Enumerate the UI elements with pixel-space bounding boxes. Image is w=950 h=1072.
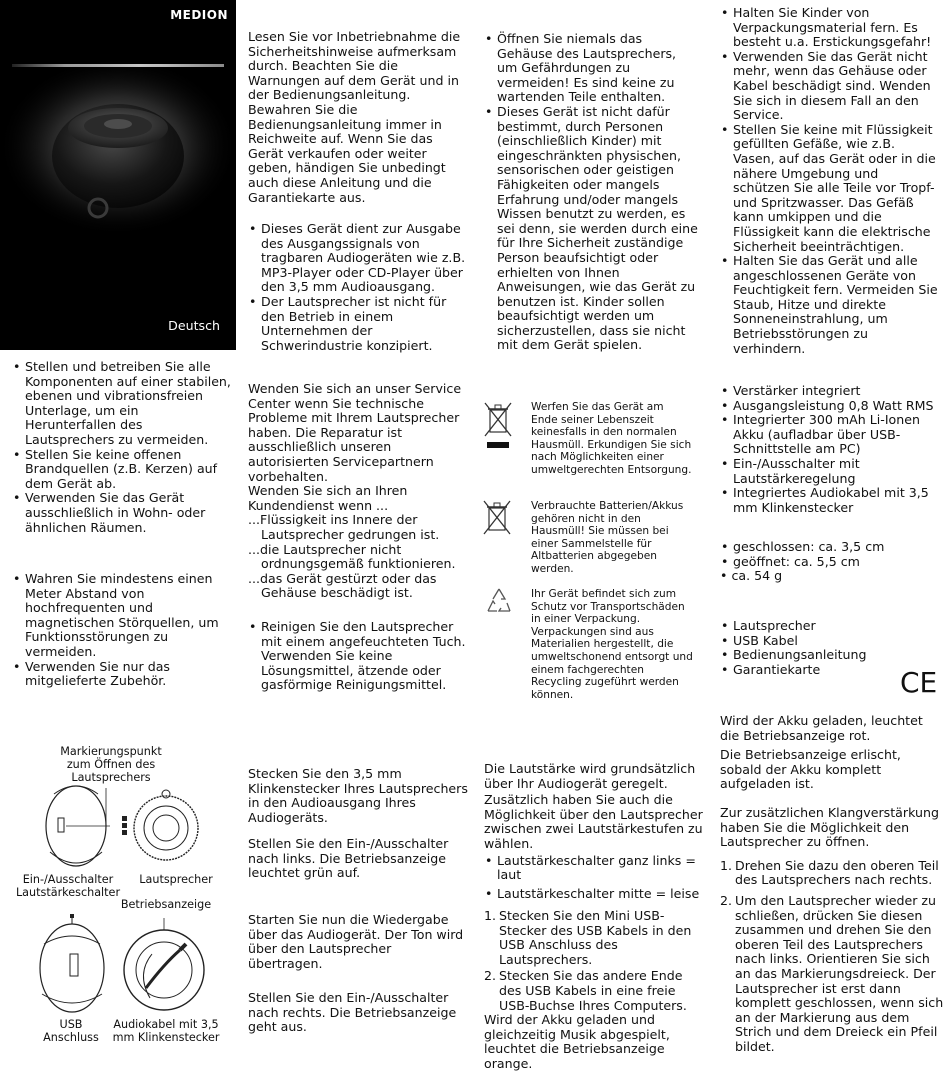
brand-logo: MEDION	[170, 8, 228, 22]
list-item: • Garantiekarte	[720, 663, 944, 678]
service-text: Wenden Sie sich an unser Service Center wenn Sie technische Probleme mit Ihrem Lautsprecher haben. Die Reparatur ist ausschließlich unseren autorisierten Servicepartnern vorbehalten.	[248, 381, 462, 484]
playback-step	[248, 913, 468, 971]
step-text: Stecken Sie den Mini USB-Stecker des USB Kabels in den USB Anschluss des Lautsprechers.	[499, 908, 692, 967]
list-item: • Öffnen Sie niemals das Gehäuse des Lautsprechers, um Gefährdungen zu vermeiden! Es sind keine zu wartenden Teile enthalten.	[484, 32, 700, 105]
cleaning-section	[248, 620, 468, 693]
weight-text: • ca. 54 g	[720, 568, 783, 584]
features-section	[720, 384, 944, 515]
list-item: • Lautstärkeschalter ganz links = laut	[484, 854, 704, 883]
list-item: • Integrierter 300 mAh Li-Ionen Akku (aufladbar über USB-Schnittstelle am PC)	[720, 413, 944, 457]
list-item: • geschlossen: ca. 3,5 cm	[720, 540, 944, 555]
list-item: • Verwenden Sie nur das mitgelieferte Zubehör.	[12, 660, 234, 689]
step-number: 1.	[484, 908, 497, 923]
interference-section	[12, 572, 234, 689]
list-item: • Stellen Sie keine mit Flüssigkeit gefüllten Gefäße, wie z.B. Vasen, auf das Gerät oder in die nähere Umgebung und schützen Sie alle Teile vor Tropf- und Spritzwasser. Das Gefäß kann umkippen und die Flüssigkeit kann die elektrische Sicherheit beeinträchtigen.	[720, 123, 938, 254]
speaker-bottom-diagram	[30, 914, 210, 1020]
volume-text: Zusätzlich haben Sie auch die Möglichkeit über den Lautsprecher zwischen zwei Lautstärkestufen zu wählen.	[484, 792, 703, 851]
charge-text: Die Betriebsanzeige erlischt, sobald der Akku komplett aufgeladen ist.	[720, 747, 901, 792]
step-text: Stecken Sie den 3,5 mm Klinkenstecker Ihres Lautsprechers in den Audioausgang Ihres Audiogeräts.	[248, 766, 468, 825]
battery-text: Verbrauchte Batterien/Akkus gehören nicht in den Hausmüll! Sie müssen bei einer Sammelstelle für Altbatterien abgegeben werden.	[531, 500, 684, 575]
service-contact-text: Wenden Sie sich an Ihren Kundendienst wenn ...	[248, 483, 408, 513]
audio-cable-label: Audiokabel mit 3,5 mm Klinkenstecker	[112, 1018, 220, 1044]
children-safety-section	[720, 6, 938, 356]
safety-intro-section	[248, 30, 468, 205]
list-item: • Der Lautsprecher ist nicht für den Betrieb in einem Unternehmen der Schwerindustrie konzipiert.	[248, 295, 468, 353]
volume-text: Die Lautstärke wird grundsätzlich über Ihr Audiogerät geregelt.	[484, 761, 696, 791]
sound-intro: Zur zusätzlichen Klangverstärkung haben Sie die Möglichkeit den Lautsprecher zu öffnen.	[720, 805, 939, 850]
step-text: Drehen Sie dazu den oberen Teil des Lautsprechers nach rechts.	[735, 857, 939, 888]
list-item: • Dieses Gerät dient zur Ausgabe des Ausgangssignals von tragbaren Audiogeräten wie z.B. MP3-Player oder CD-Player über den 3,5 mm Audioausgang.	[248, 222, 468, 295]
speaker-image	[0, 70, 236, 230]
step-number: 1.	[720, 857, 733, 873]
language-label: Deutsch	[168, 318, 220, 333]
power-off-step	[248, 991, 468, 1035]
step-number: 2.	[720, 892, 733, 908]
list-item: • Reinigen Sie den Lautsprecher mit einem angefeuchteten Tuch. Verwenden Sie keine Lösungsmittel, ätzende oder gasförmige Reinigungsmittel.	[248, 620, 468, 693]
weight-value: ca. 54 g	[731, 568, 783, 584]
service-case: ...die Lautsprecher nicht ordnungsgemäß funktionieren.	[248, 541, 456, 572]
list-item	[484, 909, 704, 967]
list-item: • Lautsprecher	[720, 619, 944, 634]
step-text: Stellen Sie den Ein-/Ausschalter nach links. Die Betriebsanzeige leuchtet grün auf.	[248, 836, 449, 881]
housing-warning-section	[484, 32, 700, 353]
marker-label: Markierungspunkt zum Öffnen des Lautsprechers	[60, 745, 162, 784]
step-number: 2.	[484, 968, 497, 984]
list-item	[720, 859, 944, 888]
placement-section	[12, 360, 232, 535]
list-item: • Stellen Sie keine offenen Brandquellen (z.B. Kerzen) auf dem Gerät ab.	[12, 448, 232, 492]
list-item: • geöffnet: ca. 5,5 cm	[720, 555, 944, 570]
crossed-bin-icon	[483, 400, 513, 452]
list-item: • Halten Sie das Gerät und alle angeschlossenen Geräte von Feuchtigkeit fern. Vermeiden Sie Staub, Hitze und direkte Sonneneinstrahlung, um Betriebsstörungen zu verhindern.	[720, 254, 938, 356]
list-item: • Dieses Gerät ist nicht dafür bestimmt, durch Personen (einschließlich Kinder) mit eingeschränkten physischen, sensorischen oder geistigen Fähigkeiten oder mangels Erfahrung und/oder mangels Wissen benutzt zu werden, es sei denn, sie werden durch eine für Ihre Sicherheit zuständige Person beaufsichtigt oder erhielten von Ihnen Anweisungen, wie das Gerät zu benutzen ist. Kinder sollen beaufsichtigt werden um sicherzustellen, dass sie nicht mit dem Gerät spielen.	[484, 105, 700, 353]
list-item: • Verstärker integriert	[720, 384, 944, 399]
ce-mark: CE	[900, 666, 938, 699]
step-text: Stecken Sie das andere Ende des USB Kabels in eine freie USB-Buchse Ihres Computers.	[499, 968, 687, 1013]
charge-note: Wird der Akku geladen und gleichzeitig Musik abgespielt, leuchtet die Betriebsanzeige orange.	[484, 1012, 670, 1071]
intended-use-section	[248, 222, 468, 353]
power-on-step	[248, 837, 468, 881]
dimensions-section	[720, 540, 944, 584]
charging-section	[484, 909, 704, 1072]
charge-text: Wird der Akku geladen, leuchtet die Betriebsanzeige rot.	[720, 713, 923, 743]
indicator-label: Betriebsanzeige	[120, 898, 212, 911]
switch-label: Ein-/Ausschalter Lautstärkeschalter	[15, 873, 121, 899]
step-text: Stellen Sie den Ein-/Ausschalter nach rechts. Die Betriebsanzeige geht aus.	[248, 990, 457, 1035]
list-item: • USB Kabel	[720, 634, 944, 649]
speaker-label: Lautsprecher	[139, 873, 213, 886]
list-item: • Wahren Sie mindestens einen Meter Abstand von hochfrequenten und magnetischen Störquellen, um Funktionsstörungen zu vermeiden.	[12, 572, 234, 660]
open-speaker-section	[720, 806, 944, 1055]
list-item	[484, 969, 704, 1013]
service-section	[248, 382, 468, 601]
list-item: • Verwenden Sie das Gerät ausschließlich in Wohn- oder ähnlichen Räumen.	[12, 491, 232, 535]
volume-section	[484, 762, 704, 901]
connect-step	[248, 767, 468, 825]
list-item	[720, 894, 944, 1055]
cover-panel	[0, 0, 236, 350]
list-item: • Ein-/Ausschalter mit Lautstärkeregelung	[720, 457, 944, 486]
recycle-icon	[483, 586, 515, 616]
list-item: • Lautstärkeschalter mitte = leise	[484, 887, 704, 902]
packaging-text: Ihr Gerät befindet sich zum Schutz vor Transportschäden in einer Verpackung. Verpackungen sind aus Materialien hergestellt, die umweltschonend entsorgt und einem fachgerechten Recycling zugeführt werden können.	[531, 588, 693, 701]
list-item: • Stellen und betreiben Sie alle Komponenten auf einer stabilen, ebenen und vibrationsfreien Unterlage, um ein Herunterfallen des Lautsprechers zu vermeiden.	[12, 360, 232, 448]
weee-text: Werfen Sie das Gerät am Ende seiner Lebenszeit keinesfalls in den normalen Hausmüll. Erkundigen Sie sich nach Möglichkeiten einer umweltgerechten Entsorgung.	[531, 401, 692, 476]
service-case: ...Flüssigkeit ins Innere der Lautsprecher gedrungen ist.	[248, 512, 440, 542]
step-text: Um den Lautsprecher wieder zu schließen, drücken Sie diesen zusammen und drehen Sie den oberen Teil des Lautsprechers nach links. Orientieren Sie sich an das Markierungsdreieck. Der Lautsprecher ist erst dann komplett geschlossen, wenn sich an der Markierung aus dem Strich und dem Dreieck ein Pfeil bildet.	[735, 892, 944, 1054]
service-case: ...das Gerät gestürzt oder das Gehäuse beschädigt ist.	[248, 570, 437, 601]
step-text: Starten Sie nun die Wiedergabe über das Audiogerät. Der Ton wird über den Lautsprecher übertragen.	[248, 912, 464, 971]
list-item: • Bedienungsanleitung	[720, 648, 944, 663]
list-item: • Verwenden Sie das Gerät nicht mehr, wenn das Gehäuse oder Kabel beschädigt sind. Wenden Sie sich in diesem Fall an den Service.	[720, 50, 938, 123]
usb-port-label: USB Anschluss	[43, 1018, 99, 1044]
safety-intro-text: Lesen Sie vor Inbetriebnahme die Sicherheitshinweise aufmerksam durch. Beachten Sie die Warnungen auf dem Gerät und in der Bedienungsanleitung. Bewahren Sie die Bedienungsanleitung immer in Reichweite auf. Wenn Sie das Gerät verkaufen oder weiter geben, händigen Sie unbedingt auch diese Anleitung und die Garantiekarte aus.	[248, 29, 461, 205]
speaker-side-diagram	[36, 782, 196, 872]
charge-status-section	[720, 714, 944, 792]
list-item: • Integriertes Audiokabel mit 3,5 mm Klinkenstecker	[720, 486, 944, 515]
crossed-bin-icon	[481, 498, 513, 538]
list-item: • Halten Sie Kinder von Verpackungsmaterial fern. Es besteht u.a. Erstickungsgefahr!	[720, 6, 938, 50]
list-item: • Ausgangsleistung 0,8 Watt RMS	[720, 399, 944, 414]
